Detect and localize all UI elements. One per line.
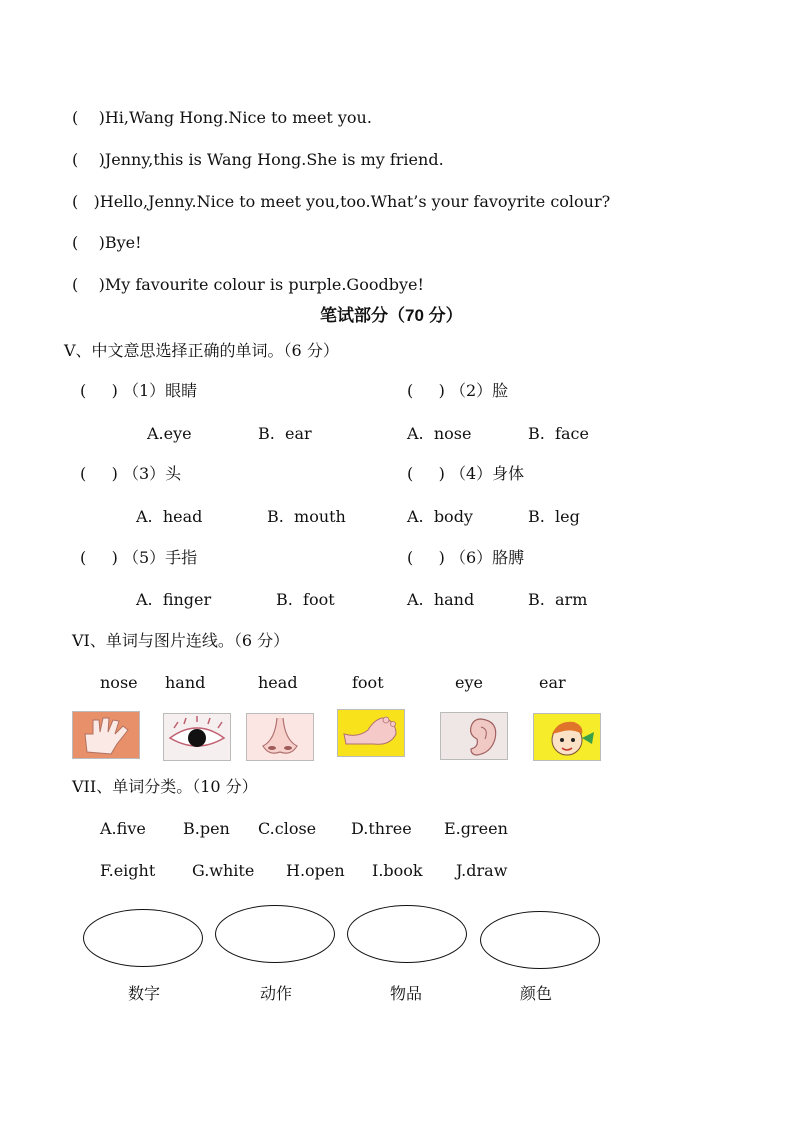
option-2b: B. face bbox=[528, 424, 589, 443]
option-2a: A. nose bbox=[407, 424, 472, 443]
dialogue-line-5: ( )My favourite colour is purple.Goodbye! bbox=[72, 275, 424, 294]
question-3: ( ) （3）头 bbox=[80, 464, 182, 483]
word-option-e: E.green bbox=[444, 819, 508, 838]
word-eye: eye bbox=[455, 673, 483, 692]
option-6a: A. hand bbox=[407, 590, 475, 609]
category-label-objects: 物品 bbox=[390, 984, 423, 1003]
word-foot: foot bbox=[352, 673, 384, 692]
question-4: ( ) （4）身体 bbox=[407, 464, 525, 483]
category-label-colours: 颜色 bbox=[520, 984, 553, 1003]
word-option-i: I.book bbox=[372, 861, 423, 880]
category-oval-actions[interactable] bbox=[215, 905, 335, 963]
option-1a: A.eye bbox=[147, 424, 192, 443]
word-option-f: F.eight bbox=[100, 861, 156, 880]
hand-icon bbox=[73, 712, 139, 758]
eye-icon bbox=[164, 714, 230, 760]
word-hand: hand bbox=[165, 673, 206, 692]
category-oval-colours[interactable] bbox=[480, 911, 600, 969]
question-5: ( ) （5）手指 bbox=[80, 548, 198, 567]
dialogue-line-1: ( )Hi,Wang Hong.Nice to meet you. bbox=[72, 108, 372, 127]
foot-picture[interactable] bbox=[337, 709, 405, 757]
word-option-c: C.close bbox=[258, 819, 317, 838]
category-oval-objects[interactable] bbox=[347, 905, 467, 963]
word-head: head bbox=[258, 673, 298, 692]
section-5-title: V、中文意思选择正确的单词。（6 分） bbox=[64, 341, 339, 360]
foot-icon bbox=[338, 710, 404, 756]
nose-picture[interactable] bbox=[246, 713, 314, 761]
word-option-g: G.white bbox=[192, 861, 255, 880]
hand-picture[interactable] bbox=[72, 711, 140, 759]
option-3a: A. head bbox=[136, 507, 203, 526]
word-option-d: D.three bbox=[351, 819, 412, 838]
dialogue-line-4: ( )Bye! bbox=[72, 233, 142, 252]
section-7-title: VII、单词分类。（10 分） bbox=[72, 777, 258, 796]
word-option-a: A.five bbox=[100, 819, 146, 838]
category-label-actions: 动作 bbox=[260, 984, 293, 1003]
word-option-h: H.open bbox=[286, 861, 345, 880]
dialogue-line-3: ( )Hello,Jenny.Nice to meet you,too.What’s your favoyrite colour? bbox=[72, 192, 611, 211]
word-option-j: J.draw bbox=[456, 861, 508, 880]
written-part-title: 笔试部分（70 分） bbox=[320, 306, 463, 325]
word-option-b: B.pen bbox=[183, 819, 230, 838]
nose-icon bbox=[247, 714, 313, 760]
word-nose: nose bbox=[100, 673, 138, 692]
question-1: ( ) （1）眼睛 bbox=[80, 381, 198, 400]
dialogue-line-2: ( )Jenny,this is Wang Hong.She is my friend. bbox=[72, 150, 444, 169]
option-5a: A. finger bbox=[136, 590, 212, 609]
head-icon bbox=[534, 714, 600, 760]
word-ear: ear bbox=[539, 673, 566, 692]
option-5b: B. foot bbox=[276, 590, 335, 609]
option-1b: B. ear bbox=[258, 424, 312, 443]
option-3b: B. mouth bbox=[267, 507, 346, 526]
category-oval-numbers[interactable] bbox=[83, 909, 203, 967]
question-2: ( ) （2）脸 bbox=[407, 381, 509, 400]
option-4a: A. body bbox=[407, 507, 473, 526]
ear-icon bbox=[441, 713, 507, 759]
option-6b: B. arm bbox=[528, 590, 588, 609]
section-6-title: VI、单词与图片连线。（6 分） bbox=[72, 631, 290, 650]
option-4b: B. leg bbox=[528, 507, 580, 526]
category-label-numbers: 数字 bbox=[128, 984, 161, 1003]
question-6: ( ) （6）胳膊 bbox=[407, 548, 525, 567]
eye-picture[interactable] bbox=[163, 713, 231, 761]
head-picture[interactable] bbox=[533, 713, 601, 761]
ear-picture[interactable] bbox=[440, 712, 508, 760]
